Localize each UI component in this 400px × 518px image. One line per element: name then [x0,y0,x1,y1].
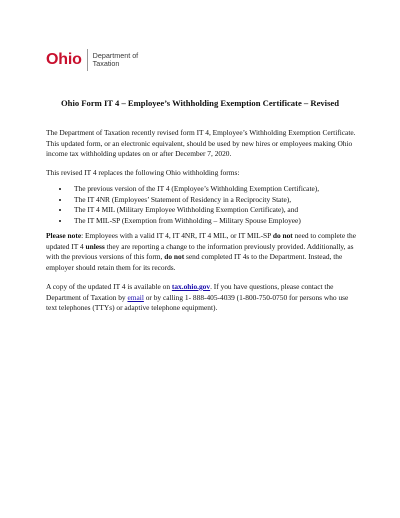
list-item: • The IT MIL-SP (Exemption from Withholding – Military Spouse Employee) [70,216,359,227]
please-note-paragraph [46,231,359,274]
department-name-line2: Taxation [92,59,120,68]
replaces-intro: This revised IT 4 replaces the following Ohio withholding forms: [46,168,240,178]
note-text-4: send completed IT 4s to the Department. Instead, the employer should retain them for its records. [46,252,343,273]
ohio-taxation-logo [46,48,138,72]
intro-paragraph: The Department of Taxation recently revised form IT 4, Employee’s Withholding Exemption Certificate. This updated form, or an electronic equivalent, should be used by new hires or employees making Ohio income tax withholding updates on or after December 7, 2020. [46,128,356,159]
document-body [46,128,359,322]
logo-divider [87,49,88,71]
tax-ohio-gov-link[interactable]: tax.ohio.gov [171,281,211,291]
closing-text-1: A copy of the updated IT 4 is available on [46,281,172,291]
department-name [93,52,139,69]
note-text-1: : Employees with a valid IT 4, IT 4NR, IT 4 MIL, or IT MIL-SP [81,230,273,240]
email-link[interactable]: email [127,292,144,302]
closing-paragraph [46,282,359,314]
replaced-forms-list [46,184,359,227]
closing-text-2: . If you have questions, please contact the Department of Taxation by [46,281,334,302]
emphasis-do-not-send: do not [164,252,185,262]
list-item: • The IT 4 MIL (Military Employee Withholding Exemption Certificate), and [70,205,359,216]
list-item: • The previous version of the IT 4 (Employee’s Withholding Exemption Certificate), [70,184,359,195]
page-title: Ohio Form IT 4 – Employee’s Withholding Exemption Certificate – Revised [60,98,340,108]
emphasis-do-not: do not [272,230,293,240]
emphasis-unless: unless [85,241,105,251]
ohio-logo-wordmark: Ohio [46,51,82,68]
note-text-3: they are reporting a change to the information previously provided. Additionally, as with the previous versions of this form, [46,241,354,262]
list-item: • The IT 4NR (Employees’ Statement of Residency in a Reciprocity State), [70,195,359,206]
closing-text-3: or by calling 1- 888-405-4039 (1-800-750-0750 for persons who use text telephones (TTYs) or adaptive telephone equipment). [46,292,349,313]
please-note-label: Please note [46,230,82,240]
note-text-2: need to complete the updated IT 4 [46,230,356,251]
department-name-line1: Department of [92,50,139,60]
